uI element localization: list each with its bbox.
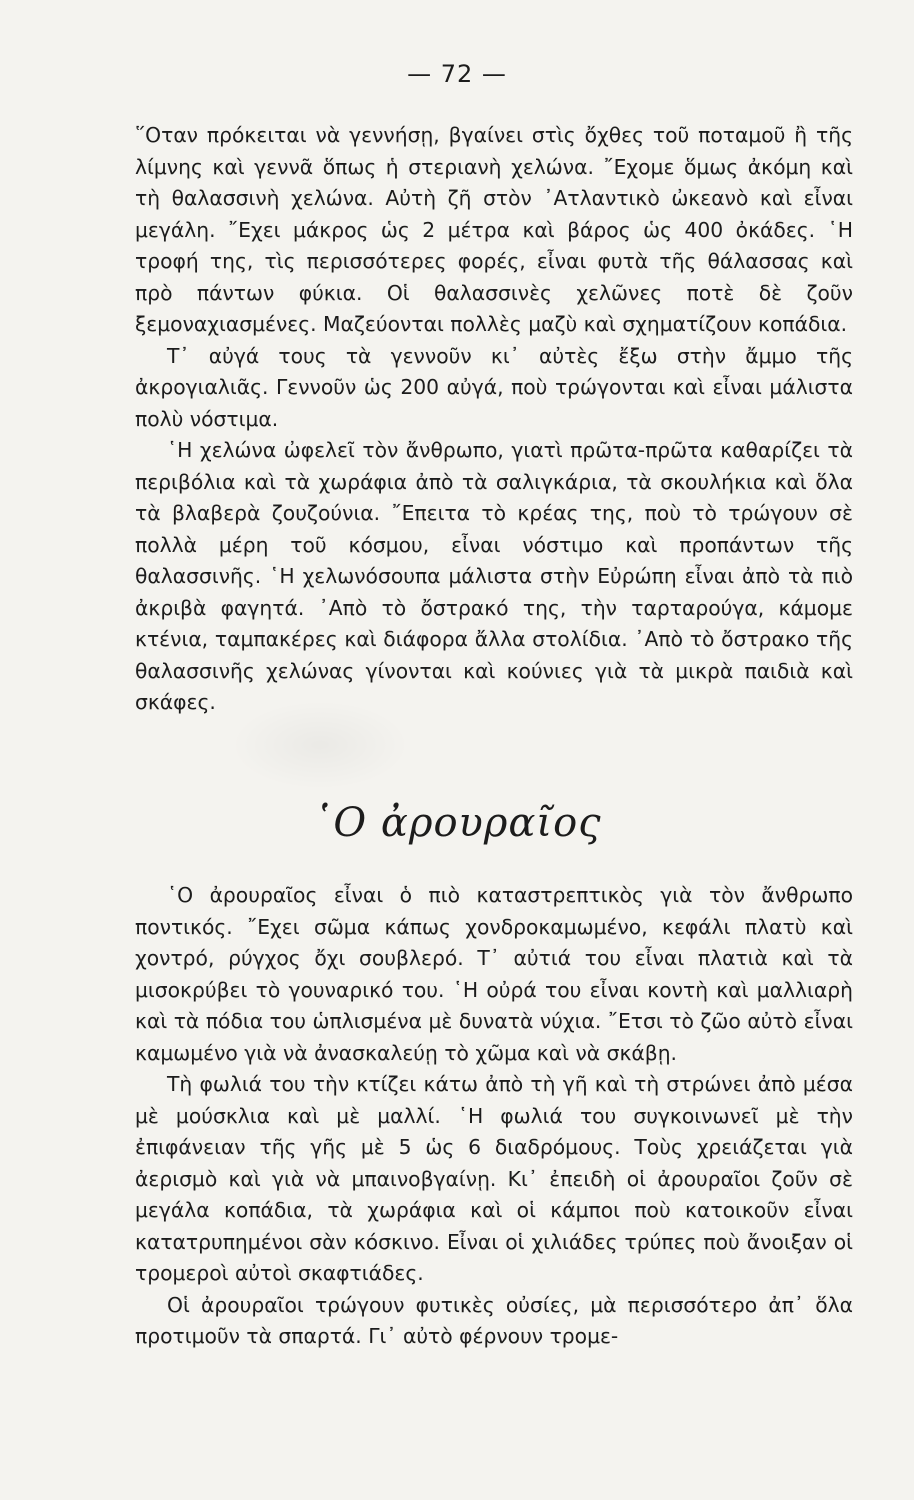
body-text-turtle xyxy=(135,120,853,719)
paragraph: ῞Οταν πρόκειται νὰ γεννήσῃ, βγαίνει στὶς ὄχθες τοῦ ποταμοῦ ἢ τῆς λίμνης καὶ γεννᾶ ὅπως ἡ στεριανὴ χελώνα. ῎Εχομε ὅμως ἀκόμη καὶ τὴ θαλασσινὴ χελώνα. Αὐτὴ ζῆ στὸν ᾿Ατλαντικὸ ὠκεανὸ καὶ εἶναι μεγάλη. ῎Εχει μάκρος ὡς 2 μέτρα καὶ βάρος ὡς 400 ὀκάδες. ῾Η τροφή της, τὶς περισσότερες φορές, εἶναι φυτὰ τῆς θάλασσας καὶ πρὸ πάντων φύκια. Οἱ θαλασσινὲς χελῶνες ποτὲ δὲ ζοῦν ξεμοναχιασμένες. Μαζεύονται πολλὲς μαζὺ καὶ σχηματίζουν κοπάδια. xyxy=(135,123,853,336)
paragraph: Οἱ ἀρουραῖοι τρώγουν φυτικὲς οὐσίες, μὰ περισσότερο ἀπ᾿ ὅλα προτιμοῦν τὰ σπαρτά. Γι᾿ αὐτὸ φέρνουν τρομε- xyxy=(135,1292,853,1348)
paragraph: Τὴ φωλιά του τὴν κτίζει κάτω ἀπὸ τὴ γῆ καὶ τὴ στρώνει ἀπὸ μέσα μὲ μούσκλια καὶ μὲ μαλλί. ῾Η φωλιά του συγκοινωνεῖ μὲ τὴν ἐπιφάνειαν τῆς γῆς μὲ 5 ὡς 6 διαδρόμους. Τοὺς χρειάζεται γιὰ ἀερισμὸ καὶ γιὰ νὰ μπαινοβγαίνῃ. Κι᾿ ἐπειδὴ οἱ ἀρουραῖοι ζοῦν σὲ μεγάλα κοπάδια, τὰ χωράφια καὶ οἱ κάμποι ποὺ κατοικοῦν εἶναι κατατρυπημένοι σὰν κόσκινο. Εἶναι οἱ χιλιάδες τρύπες ποὺ ἄνοιξαν οἱ τρομεροὶ αὐτοὶ σκαφτιάδες. xyxy=(135,1072,853,1285)
section-heading: ῾Ο ἀρουραῖος xyxy=(312,800,602,846)
page-number: — 72 — xyxy=(407,60,507,88)
paragraph: ῾Ο ἀρουραῖος εἶναι ὁ πιὸ καταστρεπτικὸς γιὰ τὸν ἄνθρωπο ποντικός. ῎Εχει σῶμα κάπως χονδροκαμωμένο, κεφάλι πλατὺ καὶ χοντρό, ρύγχος ὄχι σουβλερό. Τ᾿ αὐτιά του εἶναι πλατιὰ καὶ τὰ μισοκρύβει τὸ γουναρικό του. ῾Η οὐρά του εἶναι κοντὴ καὶ μαλλιαρὴ καὶ τὰ πόδια του ὡπλισμένα μὲ δυνατὰ νύχια. ῎Ετσι τὸ ζῶο αὐτὸ εἶναι καμωμένο γιὰ νὰ ἀνασκαλεύῃ τὸ χῶμα καὶ νὰ σκάβῃ. xyxy=(135,883,853,1065)
paragraph: Τ᾿ αὐγά τους τὰ γεννοῦν κι᾿ αὐτὲς ἔξω στὴν ἄμμο τῆς ἀκρογιαλιᾶς. Γεννοῦν ὡς 200 αὐγά, ποὺ τρώγονται καὶ εἶναι μάλιστα πολὺ νόστιμα. xyxy=(135,343,853,431)
paragraph: ῾Η χελώνα ὠφελεῖ τὸν ἄνθρωπο, γιατὶ πρῶτα-πρῶτα καθαρίζει τὰ περιβόλια καὶ τὰ χωράφια ἀπὸ τὰ σαλιγκάρια, τὰ σκουλήκια καὶ ὅλα τὰ βλαβερὰ ζουζούνια. ῎Επειτα τὸ κρέας της, ποὺ τὸ τρώγουν σὲ πολλὰ μέρη τοῦ κόσμου, εἶναι νόστιμο καὶ προπάντων τῆς θαλασσινῆς. ῾Η χελωνόσουπα μάλιστα στὴν Εὐρώπη εἶναι ἀπὸ τὰ πιὸ ἀκριβὰ φαγητά. ᾿Απὸ τὸ ὄστρακό της, τὴν ταρταρούγα, κάμομε κτένια, ταμπακέρες καὶ διάφορα ἄλλα στολίδια. ᾿Απὸ τὸ ὄστρακο τῆς θαλασσινῆς χελώνας γίνονται καὶ κούνιες γιὰ τὰ μικρὰ παιδιὰ καὶ σκάφες. xyxy=(135,438,853,714)
body-text-rat xyxy=(135,880,853,1353)
